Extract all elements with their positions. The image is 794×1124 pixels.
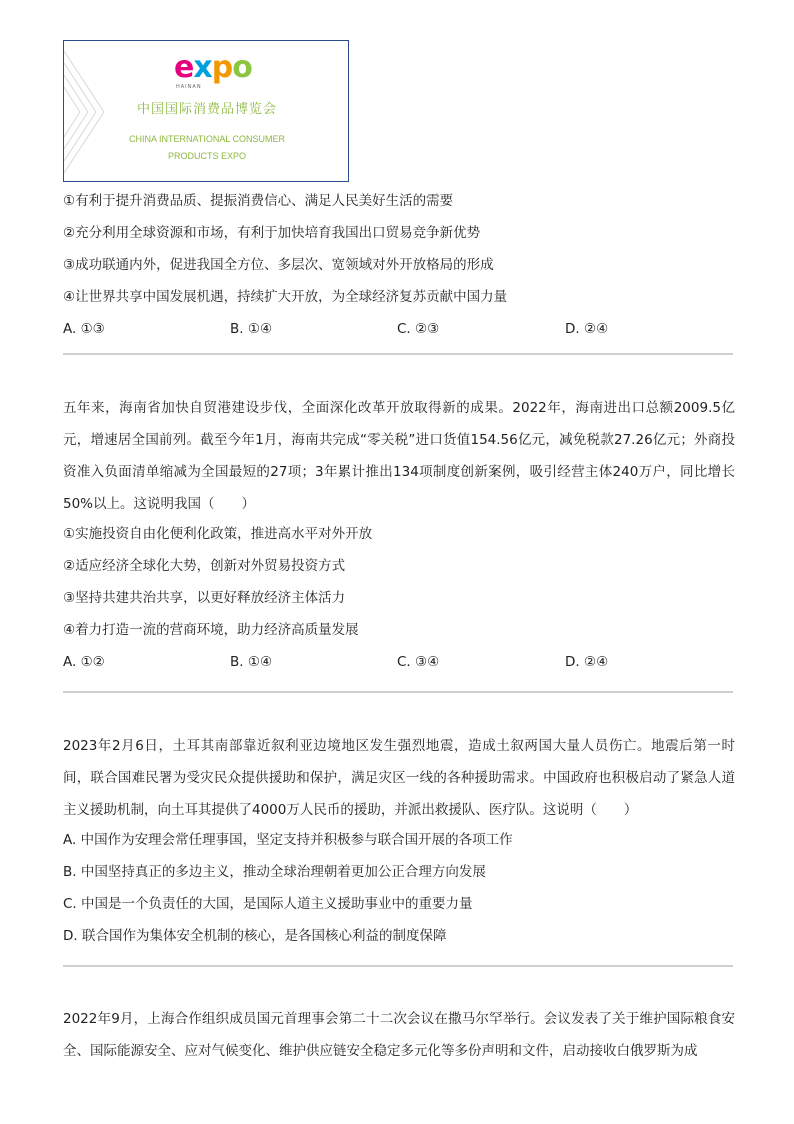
q1-option-a[interactable]: A. ①③ <box>63 321 105 337</box>
q3-option-c[interactable]: C. 中国是一个负责任的大国，是国际人道主义援助事业中的重要力量 <box>63 896 473 912</box>
q3-option-d[interactable]: D. 联合国作为集体安全机制的核心，是各国核心利益的制度保障 <box>63 928 447 944</box>
q2-option-d[interactable]: D. ②④ <box>565 654 609 670</box>
q1-option-c[interactable]: C. ②③ <box>397 321 440 337</box>
expo-english-name: CHINA INTERNATIONAL CONSUMER PRODUCTS EXPO <box>128 134 285 161</box>
q2-statement-2: ②适应经济全球化大势，创新对外贸易投资方式 <box>63 558 346 574</box>
question-divider <box>63 691 733 693</box>
q1-statement-3: ③成功联通内外，促进我国全方位、多层次、宽领域对外开放格局的形成 <box>63 257 494 273</box>
q4-stem: 2022年9月，上海合作组织成员国元首理事会第二十二次会议在撒马尔罕举行。会议发表了关于维护国际粮食安全、国际能源安全、应对气候变化、维护供应链安全稳定多元化等多份声明和文件，启动接收白俄罗斯为成 <box>63 1011 735 1059</box>
q3-stem: 2023年2月6日，土耳其南部靠近叙利亚边境地区发生强烈地震，造成土叙两国大量人员伤亡。地震后第一时间，联合国难民署为受灾民众提供援助和保护，满足灾区一线的各种援助需求。中国政府也积极启动了紧急人道主义援助机制，向土耳其提供了4000万人民币的援助，并派出救援队、医疗队。这说明（ ） <box>63 738 735 818</box>
q2-option-c[interactable]: C. ③④ <box>397 654 440 670</box>
q2-stem: 五年来，海南省加快自贸港建设步伐，全面深化改革开放取得新的成果。2022年，海南进出口总额2009.5亿元，增速居全国前列。截至今年1月，海南共完成“零关税”进口货值154.56亿元，减免税款27.26亿元；外商投资准入负面清单缩减为全国最短的27项；3年累计推出134项制度创新案例，吸引经营主体240万户，同比增长50%以上。这说明我国（ ） <box>63 400 735 512</box>
q3-option-b[interactable]: B. 中国坚持真正的多边主义，推动全球治理朝着更加公正合理方向发展 <box>63 864 486 880</box>
q3-option-a[interactable]: A. 中国作为安理会常任理事国，坚定支持并积极参与联合国开展的各项工作 <box>63 832 513 848</box>
expo-brand-mark: expo <box>174 50 252 85</box>
q2-statement-4: ④着力打造一流的营商环境，助力经济高质量发展 <box>63 622 359 638</box>
expo-chinese-name: 中国国际消费品博览会 <box>136 102 277 117</box>
question-divider <box>63 965 733 967</box>
question-divider <box>63 353 733 355</box>
q1-statement-2: ②充分利用全球资源和市场，有利于加快培育我国出口贸易竞争新优势 <box>63 225 481 241</box>
q2-statement-3: ③坚持共建共治共享，以更好释放经济主体活力 <box>63 590 346 606</box>
q1-option-b[interactable]: B. ①④ <box>230 321 273 337</box>
q2-statement-1: ①实施投资自由化便利化政策，推进高水平对外开放 <box>63 526 373 542</box>
expo-logo-image <box>63 40 349 182</box>
q2-option-a[interactable]: A. ①② <box>63 654 105 670</box>
q2-option-b[interactable]: B. ①④ <box>230 654 273 670</box>
q1-statement-1: ①有利于提升消费品质、提振消费信心、满足人民美好生活的需要 <box>63 193 454 209</box>
q1-option-d[interactable]: D. ②④ <box>565 321 609 337</box>
expo-brand-sub: HAINAN <box>176 84 202 90</box>
q1-statement-4: ④让世界共享中国发展机遇，持续扩大开放，为全球经济复苏贡献中国力量 <box>63 289 508 305</box>
